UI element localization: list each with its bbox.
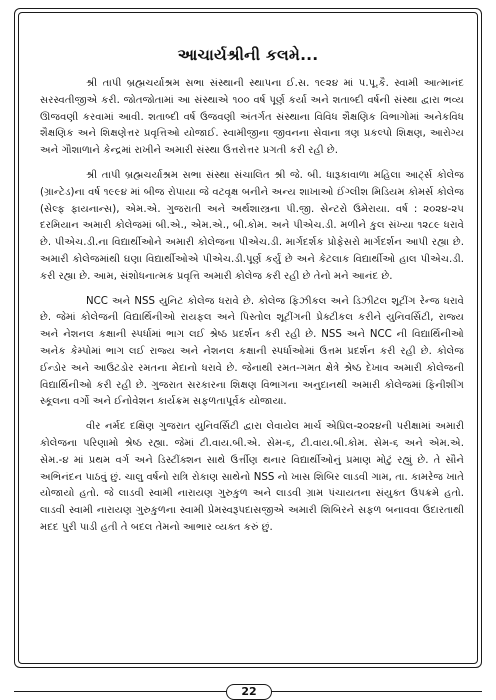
paragraph-4: વીર નર્મદ દક્ષિણ ગુજરાત યુનિવર્સિટી દ્વારા લેવાયેલ માર્ચ એપ્રિલ-૨૦૨૪ની પરીક્ષામાં અમારી કોલેજના પરિણામો શ્રેષ્ઠ રહ્યા. જેમાં ટી.વાય.બી.એ. સેમ-૬, ટી.વાય.બી.કોમ. સેમ-૬ અને એમ.એ. સેમ.-૪ માં પ્રથમ વર્ગ અને ડિસ્ટીંક્શન સાથે ઉર્ત્તીણ થનાર વિદ્યાર્થીઓનું પ્રમાણ મોટું રહ્યું છે. તે સૌને અભિનંદન પાઠવું છું. ચાલુ વર્ષનો રાત્રિ રોકાણ સાથેનો NSS નો ખાસ શિબિર લાડવી ગામ, તા. કામરેજ ખાતે યોજાયો હતો. જે લાડવી સ્વામી નારાયણ ગુરુકુળ અને લાડવી ગ્રામ પંચાયતના સંયુક્ત ઉપક્રમે હતો. લાડવી સ્વામી નારાયણ ગુરુકુળના સ્વામી પ્રેમસ્વરૂપદાસજીએ અમારી શિબિરને સફળ બનાવવા ઉદારતાથી મદદ પુરી પાડી હતી તે બદલ તેમનો આભાર વ્યક્ત કરું છું. — [40, 421, 464, 533]
paragraph-2: શ્રી તાપી બ્રહ્મચર્યાશ્રમ સભા સંસ્થા સંચાલિત શ્રી જે. બી. ધારૂકાવાળા મહિલા આર્ટ્સ કોલેજ (ગ્રાન્ટેડ)ના વર્ષ ૧૯૯૪ માં બીજ રોપાયા જે વટવૃક્ષ બનીને અન્ય શાખાઓ ઈંગ્લીશ મિડિયમ કોમર્સ કોલેજ (સેલ્ફ ફાયનાન્સ), એમ.એ. ગુજરાતી અને અર્થશાસ્ત્રના પી.જી. સેન્ટરો ઉમેરાયા. વર્ષ : ૨૦૨૪-૨૫ દરમિયાન અમારી કોલેજમાં બી.એ., એમ.એ., બી.કોમ. અને પીએચ.ડી. મળીને કુલ સંખ્યા ૧૨૮૯ ધરાવે છે. પીએચ.ડી.ના વિદ્યાર્થીઓને અમારી કોલેજના પીએચ.ડી. માર્ગદર્શક પ્રોફેસરો માર્ગદર્શન આપી રહ્યા છે. અમારી કોલેજમાંથી ઘણા વિદ્યાર્થીઓએ પીએચ.ડી.પૂર્ણ કર્યું છે અને કેટલાક વિદ્યાર્થીઓ હાલ પીએચ.ડી. કરી રહ્યા છે. આમ, સંશોધનાત્મક પ્રવૃત્તિ અમારી કોલેજ કરી રહી છે તેનો મને આનંદ છે. — [40, 169, 464, 282]
paragraph-3: NCC અને NSS યુનિટ કોલેજ ધરાવે છે. કોલેજ ફિઝીકલ અને ડિઝીટલ શૂટીંગ રેન્જ ધરાવે છે. જેમાં કોલેજની વિદ્યાર્થિનીઓ રાયફલ અને પિસ્તોલ શૂટીંગની પ્રેક્ટીકલ કરીને યુનિવર્સિટી, રાજ્ય અને નેશનલ કક્ષાની સ્પર્ધામાં ભાગ લઈ શ્રેષ્ઠ પ્રદર્શન કરી રહી છે. NSS અને NCC ની વિદ્યાર્થિનીઓ અનેક કેમ્પોમાં ભાગ લઈ રાજ્ય અને નેશનલ કક્ષાની સ્પર્ધાઓમાં ઉત્તમ પ્રદર્શન કરી રહી છે. કોલેજ ઈન્ડોર અને આઉટડોર રમતના મેદાનો ધરાવે છે. જેનાથી રમત-ગમત ક્ષેત્રે શ્રેષ્ઠ દેખાવ અમારી કોલેજની વિદ્યાર્થિનીઓ કરી રહી છે. ગુજરાત સરકારના શિક્ષણ વિભાગના અનુદાનથી અમારી કોલેજમાં ફિનીશીંગ સ્કૂલના વર્ગો અને ઈનોવેશન કાર્યક્રમ સફળતાપૂર્વક યોજાયા. — [40, 295, 464, 408]
page-title: આચાર્યશ્રીની કલમે... — [177, 46, 319, 64]
article-body — [40, 76, 464, 545]
page-number: 22 — [226, 684, 272, 700]
paragraph-1: શ્રી તાપી બ્રહ્મચર્યાશ્રમ સભા સંસ્થાની સ્થાપના ઈ.સ. ૧૯૨૪ માં પ.પૂ.કૈ. સ્વામી આત્માનંદ સરસ્વતીજીએ કરી. જોતજોતામાં આ સંસ્થાએ ૧૦૦ વર્ષ પૂર્ણ કર્યા અને શતાબ્દી વર્ષની સંસ્થા દ્વારા ભવ્ય ઊજવણી કરવામાં આવી. શતાબ્દી વર્ષ ઉજવણી અંતર્ગત સંસ્થાના વિવિધ શૈક્ષણિક વિભાગોમાં અનેકવિધ શૈક્ષણિક અને શિક્ષણેત્તર પ્રવૃત્તિઓ યોજાઈ. સ્વામીજીના જીવનના સેવાના ત્રણ પ્રકલ્પો શિક્ષણ, આરોગ્ય અને ગૌશાળાને કેન્દ્રમાં રાખીને અમારી સંસ્થા ઉત્તરોત્તર પ્રગતી કરી રહી છે. — [40, 78, 464, 157]
